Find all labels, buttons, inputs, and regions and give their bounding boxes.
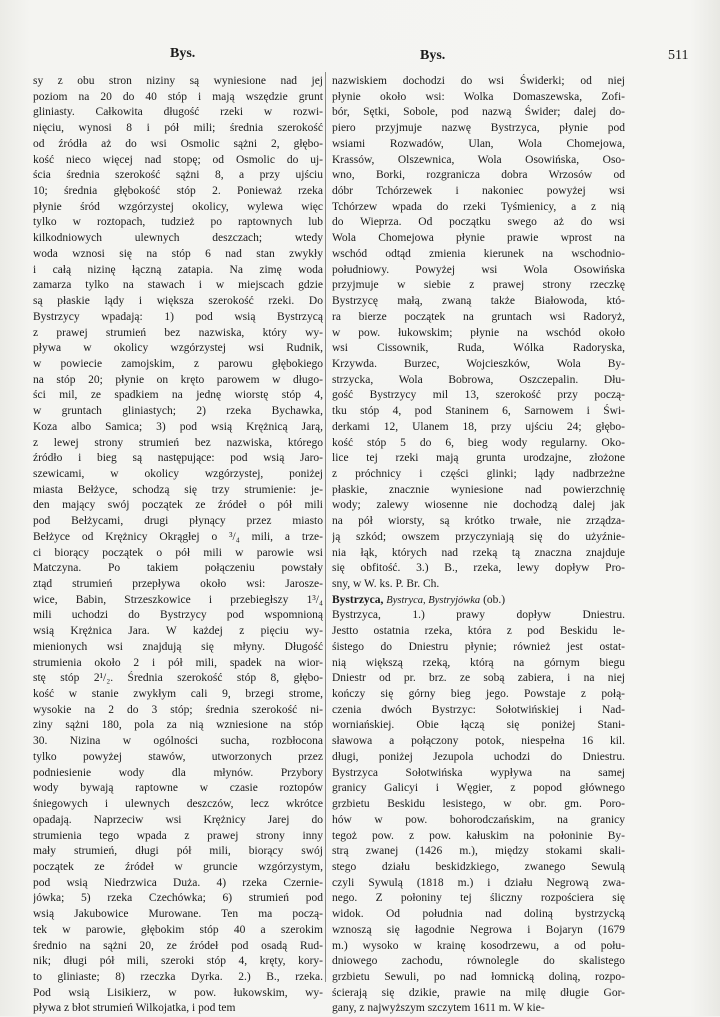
text-line: płaskie, znacznie wyniesione nad powierzchnię: [332, 483, 625, 496]
text-line: w pow. łukowskim; płynie na wschód około: [332, 326, 625, 339]
text-line: podniesienie wody dla młynów. Przybory: [33, 766, 323, 779]
text-line: płynie śród wzgórzystej okolicy, wylewa więc: [33, 200, 323, 213]
text-line: 30. Nizina w ogólności sucha, rozbłocona: [33, 735, 323, 748]
text-line: dóbr Tchórzewek i nakoniec powyżej wsi: [332, 185, 625, 198]
text-line: nią większą rzeką, którą na górnym biegu: [332, 656, 625, 669]
text-line: wsiami Rozwadów, Ulan, Wola Chomejowa,: [332, 137, 625, 150]
text-line: Bystrzyca, 1.) prawy dopływ Dniestru.: [332, 609, 625, 622]
text-line: strumienia około 2 i pół mili, spadek na wior-: [33, 656, 323, 669]
text-line: Wola Chomejowa płynie prawie wprost na: [332, 232, 625, 245]
text-line: pływa z błot strumień Wilkojatka, i pod tem: [33, 1002, 236, 1015]
text-line: sławowa a połączony potok, niespełna 16 kil.: [332, 735, 625, 748]
text-line: są płaskie lądy i większa szerokość rzeki. Do: [33, 295, 323, 308]
text-line: Matczyna. Po takiem połączeniu powstały: [33, 562, 323, 575]
text-line: na stóp 20; płynie on kręto parowem w długo-: [33, 373, 323, 386]
text-line: gliniasty. Całkowita długość rzeki w rozwi-: [33, 106, 323, 119]
text-line: ści mil, ze spadkiem na jednę wiorstę stóp 4,: [33, 389, 323, 402]
running-header: [0, 40, 720, 64]
text-line: wody; zalewy wiosenne nie dochodzą dalej jak: [332, 499, 625, 512]
text-line: bór, Sętki, Sobole, pod nazwą Świder; dalej do-: [332, 106, 625, 119]
text-line: strzycka, Wola Bobrowa, Oszczepalin. Dłu-: [332, 373, 625, 386]
text-line: gość Bystrzycy mil 13, szerokość przy począ-: [332, 389, 625, 402]
text-line: wsią Jakubowice Murowane. Ten ma począ-: [33, 908, 323, 921]
text-line: w gruntach gliniastych; 2) rzeka Bychawka,: [33, 405, 323, 418]
text-line: grzbietu Sewuli, po nad łomnicką doliną, rozpo-: [332, 970, 625, 983]
text-line: od źródła aż do wsi Osmolic sążni 2, głębo-: [33, 137, 323, 150]
text-line: opadają. Naprzeciw wsi Krężnicy Jarej do: [33, 813, 323, 826]
text-line: i całą nizinę łączną zatapia. Na zimę woda: [33, 263, 323, 276]
text-line: w powiecie zamojskim, z parowu głębokiego: [33, 357, 323, 370]
text-line: granicy Galicyi i Węgier, z popod głównego: [332, 782, 625, 795]
text-line: wice, Babin, Strzeszkowice i przebiegłszy 1³/₄: [33, 593, 323, 606]
text-line: dniowego zachodu, równolegle do skalistego: [332, 955, 625, 968]
right-column-part-b: [332, 608, 625, 1017]
text-line: Bystrzycy wpadają: 1) pod wsią Bystrzycą: [33, 310, 323, 323]
text-line: tylko w roztopach, tudzież po raptownych lub: [33, 216, 323, 229]
text-line: wno, Borki, rozgranicza dobra Wrzosów od: [332, 169, 625, 182]
text-line: stę stóp 2¹/₂. Średnia szerokość stóp 8, głębo-: [33, 672, 323, 685]
text-line: sny, w W. ks. P. Br. Ch.: [332, 578, 440, 590]
text-line: strumienia tego wpada z prawej strony inny: [33, 829, 323, 842]
text-line: wysokie na 2 do 3 stóp; średnia szerokość ni-: [33, 703, 323, 716]
text-line: sy z obu stron niziny są wyniesione nad jej: [33, 75, 323, 87]
text-line: Krzywda. Burzec, Wojcieszków, Wola By-: [332, 357, 625, 370]
text-line: kończy się górny bieg jego. Powstaje z połą-: [332, 688, 625, 701]
text-line: Jestto ostatnia rzeka, która z pod Beskidu le-: [332, 625, 625, 638]
text-line: ra bierze początek na gruntach wsi Radoryż,: [332, 310, 625, 323]
text-line: kość stóp 5 do 6, bieg wody regularny. Oko-: [332, 436, 625, 449]
text-line: stego działu beskidzkiego, zwanego Sewulą: [332, 860, 625, 873]
text-line: ścia średnia szerokość sążni 8, a przy ujściu: [33, 169, 323, 182]
text-line: widok. Od południa nad doliną bystrzycką: [332, 908, 625, 921]
text-line: kość w stanie zwykłym cali 9, brzegi strome,: [33, 688, 323, 701]
text-line: tylko powyżej stawów, utworzonych przez: [33, 750, 323, 763]
text-line: piero przyjmuje nazwę Bystrzyca, płynie pod: [332, 122, 625, 135]
text-line: miasta Bełżyce, schodzą się trzy strumienie: je-: [33, 483, 323, 496]
text-line: Krassów, Olszewnica, Wola Osowińska, Oso-: [332, 153, 625, 166]
text-line: średnio na sążni 20, ze źródeł pod osadą Rud-: [33, 939, 323, 952]
page-number: 511: [668, 48, 689, 63]
text-line: mili uchodzi do Bystrzycy pod wspomnioną: [33, 609, 323, 622]
text-line: szewicami, w okolicy wzgórzystej, poniżej: [33, 467, 323, 480]
text-line: Bystrzyca Sołotwińska wypływa na samej: [332, 766, 625, 779]
text-line: den mający swój początek ze źródeł o pół mili: [33, 499, 323, 512]
text-line: mienionych wsi znajdują się młyny. Długość: [33, 640, 323, 653]
text-line: początek ze źródeł w gruncie wzgórzystym,: [33, 860, 323, 873]
text-line: nia łąk, których nad rzeką tą znaczna znajduje: [332, 546, 625, 559]
text-line: Bystrzycę małą, zwaną także Białowoda, któ-: [332, 295, 625, 308]
text-line: kość nieco więcej nad stopę; od Osmolic do uj-: [33, 153, 323, 166]
text-line: Pod wsią Lisikierz, w pow. łukowskim, wy-: [33, 986, 323, 999]
text-line: zamarza tylko na stawach i w miejscach gdzie: [33, 279, 323, 292]
text-line: ją szkód; owszem przyczyniają się do użyźnie-: [332, 530, 625, 543]
text-line: czyli Sywulą (1818 m.) i działu Negrową zwa-: [332, 876, 625, 889]
text-line: nięciu, wynosi 8 i pół mili; średnia szerokość: [33, 122, 323, 135]
text-line: śniegowych i ulewnych deszczów, lecz wkrótce: [33, 798, 323, 811]
text-line: pływa w okolicy wzgórzystej wsi Rudnik,: [33, 342, 323, 355]
text-line: grzbietu Beskidu lesistego, w obr. gm. Poro-: [332, 798, 625, 811]
header-left-title: Bys.: [170, 46, 196, 61]
text-line: strą zwanej (1426 m.), między stokami skali-: [332, 845, 625, 858]
text-line: ziny sążni 180, pola za nią wzniesione na stóp: [33, 719, 323, 732]
entry-note: (ob.): [483, 593, 506, 606]
text-line: kilkodniowych ulewnych deszczach; wtedy: [33, 232, 323, 245]
text-line: jówka; 5) rzeka Czechówka; 6) strumień pod: [33, 892, 323, 905]
text-line: m.) wysoko w krainę kosodrzewu, a od połu-: [332, 939, 625, 952]
text-line: ścierają się dzikie, prawie na milę długie Gor-: [332, 986, 625, 999]
text-line: się obfitość. 3.) B., rzeka, lewy dopływ Pro-: [332, 562, 625, 575]
text-line: wsią Krężnica Jara. W każdej z pięciu wy-: [33, 625, 323, 638]
text-line: tku stóp 4, pod Staninem 6, Sarnowem i Świ-: [332, 405, 625, 418]
text-line: gany, z najwyższym szczytem 1611 m. W kie-: [332, 1002, 545, 1015]
text-line: worniańskiej. Obie łączą się poniżej Stani-: [332, 719, 625, 732]
text-line: Bełżyce od Krężnicy Okrągłej o ³/₄ mili, a trze-: [33, 530, 323, 543]
text-line: południowy. Powyżej wsi Wola Osowińska: [332, 263, 625, 276]
entry-head: Bystrzyca,: [332, 593, 384, 606]
column-divider: [325, 72, 326, 982]
entry-heading-line: [332, 593, 625, 609]
text-line: woda wznosi się na stóp 6 nad stan zwykły: [33, 247, 323, 260]
text-line: tegoż pow. z pow. kałuskim na połoninie By-: [332, 829, 625, 842]
text-line: pod Bełżycami, drugi płynący przez miasto: [33, 515, 323, 528]
text-line: śistego do Dniestru płynie; również jest ostat-: [332, 640, 625, 653]
text-line: ci biorący początek o pół mili w parowie wsi: [33, 546, 323, 559]
header-right-title: Bys.: [420, 48, 446, 63]
text-line: nik; długi pół mili, szeroki stóp 4, kręty, kory-: [33, 955, 323, 968]
text-line: z prawej strumień bez nazwiska, który wy-: [33, 326, 323, 339]
text-line: to gliniaste; 8) rzeczka Dyrka. 2.) B., rzeka.: [33, 970, 323, 983]
text-line: długi, poniżej Jezupola uchodzi do Dniestru.: [332, 750, 625, 763]
text-line: z próchnicy i części glinki; lądy nadbrzeżne: [332, 467, 625, 480]
right-column-part-a: [332, 74, 625, 593]
text-line: nego. Z połoniny tej śliczny rozpościera się: [332, 892, 625, 905]
text-line: poziom na 20 do 40 stóp i mają wszędzie grunt: [33, 90, 323, 103]
entry-variants: Bystryca, Bystryjówka: [386, 594, 481, 606]
text-line: płynie około wsi: Wolka Domaszewska, Zofi-: [332, 90, 625, 103]
text-line: Koza albo Samica; 3) pod wsią Krężnicą Jarą,: [33, 420, 323, 433]
text-line: do Wieprza. Od początku swego aż do wsi: [332, 216, 625, 229]
text-line: wznoszą się łagodnie Negrowa i Bojaryn (1679: [332, 923, 625, 936]
text-line: pod wsią Niedrzwica Duża. 4) rzeka Czernie-: [33, 876, 323, 889]
text-line: mały strumień, długi pół mili, biorący swój: [33, 845, 323, 858]
text-line: lice tej rzeki mają grunta urodzajne, złożone: [332, 452, 625, 465]
text-line: hów w pow. bohorodczańskim, na granicy: [332, 813, 625, 826]
text-line: Dniestr od pr. brz. ze sobą zabiera, i na niej: [332, 672, 625, 685]
text-line: ztąd strumień przepływa około wsi: Jarosze-: [33, 578, 323, 590]
text-line: przyjmuje w siebie z prawej strony rzeczkę: [332, 279, 625, 292]
text-line: 10; średnia głębokość stóp 2. Ponieważ rzeka: [33, 185, 323, 198]
text-line: czenia dwóch Bystrzyc: Sołotwińskiej i Nad-: [332, 703, 625, 716]
text-line: Tchórzew wpada do rzeki Tyśmienicy, a z nią: [332, 200, 625, 213]
text-line: derkami 12, Ulanem 18, przy ujściu 24; głębo-: [332, 420, 625, 433]
text-line: źródło i bieg są następujące: pod wsią Jaro-: [33, 452, 323, 465]
text-line: wschód odtąd zmienia kierunek na wschodnio-: [332, 247, 625, 260]
text-line: z lewej strony strumień bez nazwiska, którego: [33, 436, 323, 449]
text-line: wsi Cissownik, Ruda, Wólka Radoryska,: [332, 342, 625, 355]
left-column: [33, 74, 323, 1017]
text-line: nazwiskiem dochodzi do wsi Świderki; od niej: [332, 75, 625, 87]
text-line: wody bywają raptowne w czasie roztopów: [33, 782, 323, 795]
text-line: na pół wiorsty, są krótko trwałe, nie zrządza-: [332, 515, 625, 528]
right-column: [332, 74, 625, 1017]
text-line: tek w parowie, głębokim stóp 40 a szerokim: [33, 923, 323, 936]
